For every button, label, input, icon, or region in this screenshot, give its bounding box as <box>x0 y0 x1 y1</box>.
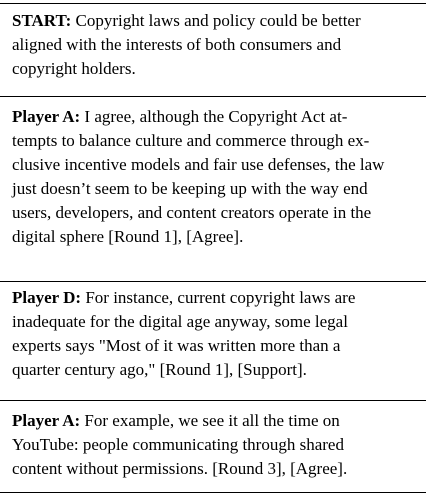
line-text: just doesn’t seem to be keeping up with the way end <box>12 179 368 198</box>
line-text: content without permissions. [Round 3], [Agree]. <box>12 459 348 478</box>
speaker-label: Player A: <box>12 411 81 430</box>
line-text: aligned with the interests of both consumers and <box>12 35 342 54</box>
bottom-rule <box>0 492 426 493</box>
line <box>12 409 416 433</box>
top-rule <box>0 3 426 4</box>
row-player-d <box>12 286 416 382</box>
speaker-label: START: <box>12 11 72 30</box>
line-text: users, developers, and content creators operate in the <box>12 203 372 222</box>
line-text: copyright holders. <box>12 59 136 78</box>
line-text: Copyright laws and policy could be better <box>75 11 361 30</box>
line-text: tempts to balance culture and commerce through ex- <box>12 131 370 150</box>
line-text: For example, we see it all the time on <box>84 411 340 430</box>
line-text: digital sphere [Round 1], [Agree]. <box>12 227 244 246</box>
row-divider <box>0 281 426 282</box>
speaker-label: Player A: <box>12 107 81 126</box>
line <box>12 286 416 310</box>
line-text: I agree, although the Copyright Act at- <box>84 107 348 126</box>
line <box>12 9 416 33</box>
row-divider <box>0 400 426 401</box>
line-text: YouTube: people communicating through shared <box>12 435 344 454</box>
row-player-a-2 <box>12 409 416 481</box>
line-text: clusive incentive models and fair use defenses, the law <box>12 155 385 174</box>
line-text: For instance, current copyright laws are <box>85 288 356 307</box>
row-player-a-1 <box>12 105 416 249</box>
line-text: quarter century ago," [Round 1], [Support]. <box>12 360 307 379</box>
speaker-label: Player D: <box>12 288 82 307</box>
line-text: inadequate for the digital age anyway, some legal <box>12 312 348 331</box>
row-divider <box>0 96 426 97</box>
row-start <box>12 9 416 81</box>
line <box>12 105 416 129</box>
line-text: experts says "Most of it was written more than a <box>12 336 341 355</box>
